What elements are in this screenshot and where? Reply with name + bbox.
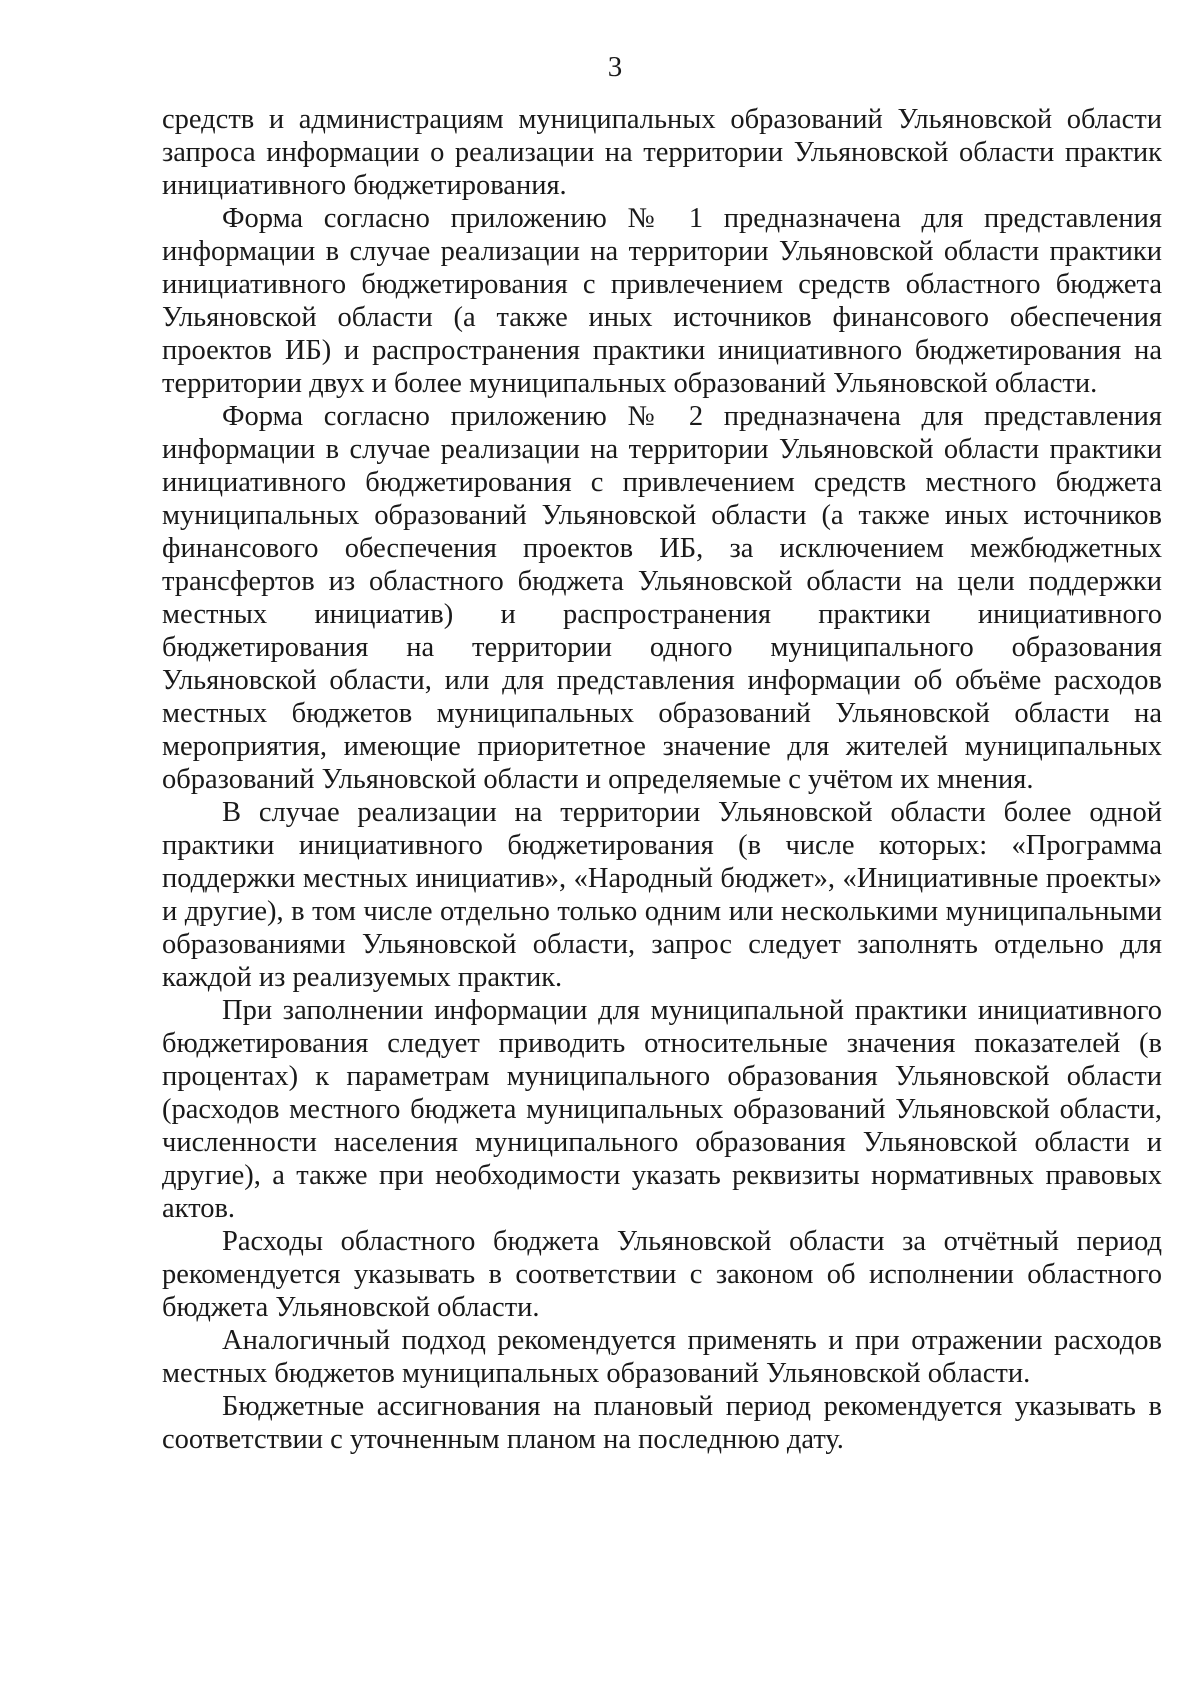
paragraph-multiple-practices: В случае реализации на территории Ульяновской области более одной практики инициативного бюджетирования (в числе которых: «Программа поддержки местных инициатив», «Народный бюджет», «Инициативные проекты» и другие), в том числе отдельно только одним или несколькими муниципальными образованиями Ульяновской области, запрос следует заполнять отдельно для каждой из реализуемых практик.: [162, 797, 1162, 993]
paragraph-regional-expenses: Расходы областного бюджета Ульяновской области за отчётный период рекомендуется указывать в соответствии с законом об исполнении областного бюджета Ульяновской области.: [162, 1226, 1162, 1323]
document-body: [162, 103, 1162, 1456]
paragraph-municipal-practice: При заполнении информации для муниципальной практики инициативного бюджетирования следует приводить относительные значения показателей (в процентах) к параметрам муниципального образования Ульяновской области (расходов местного бюджета муниципальных образований Ульяновской области, численности населения муниципального образования Ульяновской области и другие), а также при необходимости указать реквизиты нормативных правовых актов.: [162, 995, 1162, 1224]
paragraph-form-2: Форма согласно приложению № 2 предназначена для представления информации в случае реализации на территории Ульяновской области практики инициативного бюджетирования с привлечением средств местного бюджета муниципальных образований Ульяновской области (а также иных источников финансового обеспечения проектов ИБ, за исключением межбюджетных трансфертов из областного бюджета Ульяновской области на цели поддержки местных инициатив) и распространения практики инициативного бюджетирования на территории одного муниципального образования Ульяновской области, или для представления информации об объёме расходов местных бюджетов муниципальных образований Ульяновской области на мероприятия, имеющие приоритетное значение для жителей муниципальных образований Ульяновской области и определяемые с учётом их мнения.: [162, 401, 1162, 795]
paragraph-continuation: средств и администрациям муниципальных образований Ульяновской области запроса информации о реализации на территории Ульяновской области практик инициативного бюджетирования.: [162, 104, 1162, 201]
paragraph-form-1: Форма согласно приложению № 1 предназначена для представления информации в случае реализации на территории Ульяновской области практики инициативного бюджетирования с привлечением средств областного бюджета Ульяновской области (а также иных источников финансового обеспечения проектов ИБ) и распространения практики инициативного бюджетирования на территории двух и более муниципальных образований Ульяновской области.: [162, 203, 1162, 399]
paragraph-budget-allocations: Бюджетные ассигнования на плановый период рекомендуется указывать в соответствии с уточненным планом на последнюю дату.: [162, 1391, 1162, 1455]
paragraph-local-expenses: Аналогичный подход рекомендуется применять и при отражении расходов местных бюджетов муниципальных образований Ульяновской области.: [162, 1325, 1162, 1389]
page-number: 3: [607, 51, 623, 83]
